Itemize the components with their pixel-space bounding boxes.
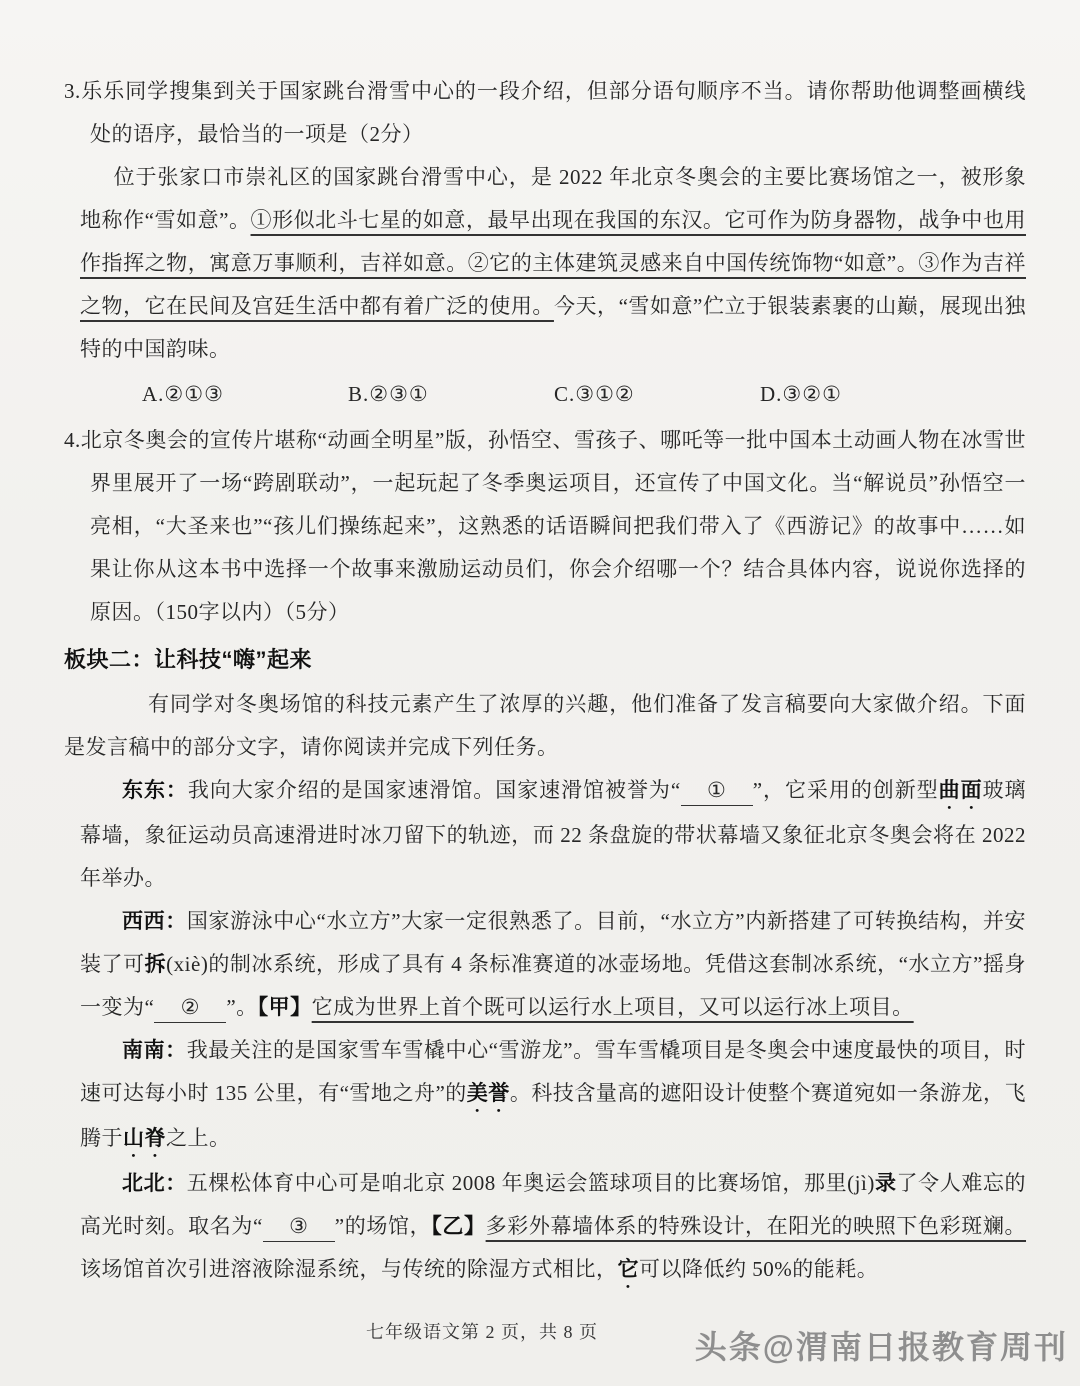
speaker-nannan: 南南： [122, 1038, 187, 1062]
beibei-text-1: 五棵松体育中心可是咱北京 2008 年奥运会篮球项目的比赛场馆，那里(jì) [186, 1171, 875, 1195]
nannan-text-2: 。科技含量高的遮阳设计使整个赛道宛如一条游龙，飞腾于 [80, 1081, 1027, 1150]
speaker-xixi: 西西： [122, 909, 187, 933]
xixi-text-3: ”。 [226, 995, 258, 1019]
question-3-stem: 3.乐乐同学搜集到关于国家跳台滑雪中心的一段介绍，但部分语句顺序不当。请你帮助他调整画横线处的语序，最恰当的一项是（2分） [64, 79, 1026, 146]
passage-underlined-text: ①形似北斗七星的如意，最早出现在我国的东汉。它可作为防身器物，战争中也用作指挥之物，寓意万事顺利，吉祥如意。②它的主体建筑灵感来自中国传统饰物“如意”。③作为吉祥之物，它在民间及宫廷生活中都有着广泛的使用。 [80, 208, 1026, 318]
emphasized-shanji: 山脊 [123, 1126, 166, 1150]
xixi-text-2: 的制冰系统，形成了具有 4 条标准赛道的冰壶场地。凭借这套制冰系统，“水立方”摇身一变为“ [80, 952, 1027, 1019]
beibei-text-5: 可以降低约 50%的能耗。 [639, 1257, 879, 1281]
dongdong-text-1: 我向大家介绍的是国家速滑馆。国家速滑馆被誉为“ [187, 778, 681, 802]
bracket-jia: 【甲】 [257, 995, 312, 1019]
paragraph-xixi [80, 900, 1026, 1029]
xixi-underlined-sentence: 它成为世界上首个既可以运行水上项目，又可以运行冰上项目。 [311, 995, 914, 1019]
emphasized-qumian: 曲面 [938, 778, 983, 802]
fill-blank-3 [263, 1211, 335, 1242]
beibei-text-2: 了令人难忘的高光时刻。取名为“ [80, 1171, 1027, 1238]
option-d: D.③②① [760, 382, 842, 406]
option-a: A.②①③ [142, 382, 224, 406]
bracket-yi: 【乙】 [431, 1214, 486, 1238]
speaker-beibei: 北北： [122, 1171, 187, 1195]
fill-blank-2 [154, 992, 226, 1023]
blank-3-number: ③ [289, 1214, 309, 1238]
emphasized-ta: 它 [617, 1257, 639, 1281]
passage-text-pre: 位于张家口市崇礼区的国家跳台滑雪中心，是 2022 年北京冬奥会的主要比赛场馆之一，被形象地称作“雪如意”。 [80, 165, 1026, 232]
option-c: C.③①② [554, 382, 635, 406]
dongdong-text-2: ”，它采用的创新型 [752, 778, 939, 802]
passage-text-post: 今天，“雪如意”伫立于银装素裹的山巅，展现出独特的中国韵味。 [80, 294, 1027, 361]
emphasized-meiyu: 美誉 [466, 1081, 510, 1105]
section-2-intro: 有同学对冬奥场馆的科技元素产生了浓厚的兴趣，他们准备了发言稿要向大家做介绍。下面是发言稿中的部分文字，请你阅读并完成下列任务。 [64, 692, 1026, 759]
nannan-text-1: 我最关注的是国家雪车雪橇中心“雪游龙”。雪车雪橇项目是冬奥会中速度最快的项目，时速可达每小时 135 公里，有“雪地之舟”的 [80, 1038, 1027, 1105]
bold-lu: 录 [874, 1171, 897, 1195]
nannan-text-3: 之上。 [166, 1126, 231, 1150]
page-content [64, 70, 1026, 1293]
page-footer: 七年级语文第 2 页，共 8 页 [366, 1322, 598, 1342]
option-b: B.②③① [348, 382, 429, 406]
beibei-underlined-sentence: 多彩外幕墙体系的特殊设计，在阳光的映照下色彩斑斓。 [485, 1214, 1027, 1238]
watermark: 头条@渭南日报教育周刊 [694, 1329, 1068, 1365]
blank-1-number: ① [707, 778, 727, 802]
bold-chai: 拆 [144, 952, 167, 976]
fill-blank-1 [681, 775, 753, 806]
paragraph-nannan [80, 1029, 1026, 1162]
speaker-dongdong: 东东： [122, 778, 188, 802]
blank-2-number: ② [180, 995, 200, 1019]
question-3-passage [80, 156, 1026, 371]
question-3-options [64, 373, 1026, 416]
paragraph-dongdong [80, 769, 1026, 900]
section-2-title: 板块二：让科技“嗨”起来 [64, 647, 313, 672]
beibei-text-3: ”的场馆， [334, 1214, 432, 1238]
beibei-text-4: 该场馆首次引进溶液除湿系统，与传统的除湿方式相比， [80, 1257, 618, 1281]
question-4-stem: 4.北京冬奥会的宣传片堪称“动画全明星”版，孙悟空、雪孩子、哪吒等一批中国本土动画人物在冰雪世界里展开了一场“跨剧联动”，一起玩起了冬季奥运项目，还宣传了中国文化。当“解说员”孙悟空一亮相，“大圣来也”“孩儿们操练起来”，这熟悉的话语瞬间把我们带入了《西游记》的故事中……如果让你从这本书中选择一个故事来激励运动员们，你会介绍哪一个？结合具体内容，说说你选择的原因。（150字以内）（5分） [64, 428, 1026, 624]
dongdong-text-3: 玻璃幕墙，象征运动员高速滑进时冰刀留下的轨迹，而 22 条盘旋的带状幕墙又象征北京冬奥会将在 2022 年举办。 [80, 778, 1027, 890]
paragraph-beibei [80, 1162, 1026, 1293]
pinyin-xie: (xiè) [166, 952, 209, 976]
xixi-text-1: 国家游泳中心“水立方”大家一定很熟悉了。目前，“水立方”内新搭建了可转换结构，并安装了可 [80, 909, 1027, 976]
